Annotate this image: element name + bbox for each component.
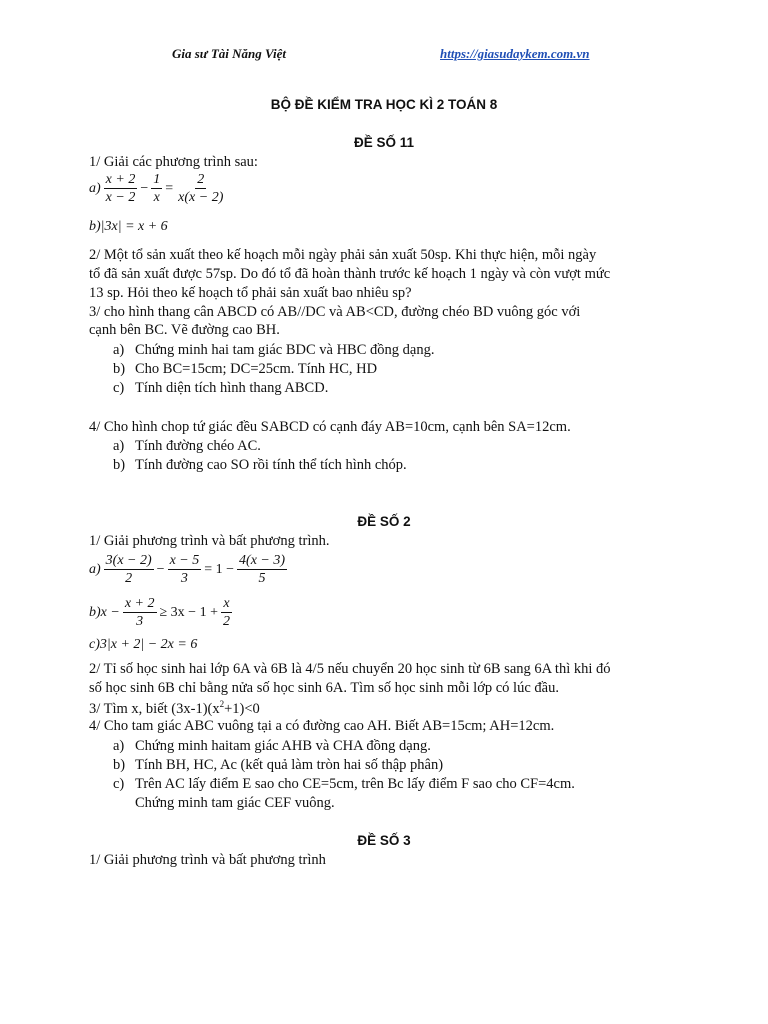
fraction: $\frac{x}{2}$: [222, 596, 230, 629]
fraction: $\frac{x + 2}{3}$: [124, 596, 155, 629]
de11-q2-line1: 2/ Một tổ sản xuất theo kế hoạch mỗi ngày phải sản xuất 50sp. Khi thực hiện, mỗi ngày: [89, 247, 597, 263]
header-link[interactable]: https://giasudaykem.com.vn: [440, 46, 590, 61]
operator: =: [165, 180, 174, 196]
document-title: BỘ ĐỀ KIỂM TRA HỌC KÌ 2 TOÁN 8: [270, 97, 498, 112]
header-brand: Gia sư Tài Năng Việt: [172, 46, 286, 61]
de11-q4-item-a: a) Tính đường chéo AC.: [113, 438, 261, 454]
fraction: $\frac{x - 5}{3}$: [169, 553, 200, 586]
fraction: $\frac{2}{x(x - 2)}$: [178, 172, 224, 205]
de2-q1c-equation: c)3|x + 2| − 2x = 6: [89, 637, 198, 652]
de11-q1: 1/ Giải các phương trình sau:: [89, 154, 258, 170]
operator: −: [140, 180, 149, 196]
de2-q4-item-b: b) Tính BH, HC, Ac (kết quả làm tròn hai số thập phân): [113, 757, 444, 773]
fraction: $\frac{1}{x}$: [153, 172, 161, 205]
de11-q2-line3: 13 sp. Hỏi theo kế hoạch tổ phải sản xuất bao nhiêu sp?: [89, 285, 412, 301]
section-heading-de11: ĐỀ SỐ 11: [353, 135, 415, 150]
section-heading-de3: ĐỀ SỐ 3: [357, 833, 411, 848]
de2-q1: 1/ Giải phương trình và bất phương trình.: [89, 533, 330, 549]
operator: −: [156, 561, 165, 577]
de2-q2-line1: 2/ Tỉ số học sinh hai lớp 6A và 6B là 4/5 nếu chuyển 20 học sinh từ 6B sang 6A thì khi đó: [89, 661, 611, 677]
de11-q2-line2: tổ đã sản xuất được 57sp. Do đó tổ đã hoàn thành trước kế hoạch 1 ngày và còn vượt mức: [89, 266, 611, 282]
de11-q4-item-b: b) Tính đường cao SO rồi tính thể tích hình chóp.: [113, 457, 407, 473]
de11-q4: 4/ Cho hình chop tứ giác đều SABCD có cạnh đáy AB=10cm, cạnh bên SA=12cm.: [89, 419, 571, 435]
de11-q3-item-c: c) Tính diện tích hình thang ABCD.: [113, 380, 329, 396]
fraction: $\frac{x + 2}{x - 2}$: [105, 172, 136, 205]
equation-label: b)x −: [89, 604, 120, 620]
de2-q1a-equation: [89, 553, 290, 586]
de11-q3-line1: 3/ cho hình thang cân ABCD có AB//DC và AB<CD, đường chéo BD vuông góc với: [89, 304, 581, 320]
operator: ≥ 3x − 1 +: [159, 604, 218, 620]
de11-q3-item-a: a) Chứng minh hai tam giác BDC và HBC đồng dạng.: [113, 342, 435, 358]
de2-q4-item-a: a) Chứng minh haitam giác AHB và CHA đồng dạng.: [113, 738, 431, 754]
fraction: $\frac{4(x - 3)}{5}$: [239, 553, 286, 586]
de11-q3-line2: cạnh bên BC. Vẽ đường cao BH.: [89, 322, 280, 338]
equation-label: a): [89, 561, 101, 577]
de2-q4: 4/ Cho tam giác ABC vuông tại a có đường cao AH. Biết AB=15cm; AH=12cm.: [89, 718, 555, 734]
de2-q2-line2: số học sinh 6B chỉ bằng nửa số học sinh 6A. Tìm số học sinh mỗi lớp có lúc đầu.: [89, 680, 559, 696]
equation-label: a): [89, 180, 101, 196]
de2-q4-item-c: c) Trên AC lấy điểm E sao cho CE=5cm, trên Bc lấy điểm F sao cho CF=4cm.: [113, 776, 575, 792]
de11-q3-item-b: b) Cho BC=15cm; DC=25cm. Tính HC, HD: [113, 361, 378, 377]
fraction: $\frac{3(x - 2)}{2}$: [105, 553, 152, 586]
de2-q3: 3/ Tìm x, biết $(3x-1)(x^2+1)<0$: [89, 699, 260, 717]
section-heading-de2: ĐỀ SỐ 2: [357, 514, 411, 529]
operator: = 1 −: [204, 561, 235, 577]
de2-q4-item-c-cont: Chứng minh tam giác CEF vuông.: [135, 795, 335, 811]
de11-q1a-equation: [89, 172, 228, 205]
de11-q1b-equation: b)|3x| = x + 6: [89, 219, 168, 234]
de3-q1: 1/ Giải phương trình và bất phương trình: [89, 852, 326, 868]
de2-q1b-inequality: [89, 596, 235, 629]
